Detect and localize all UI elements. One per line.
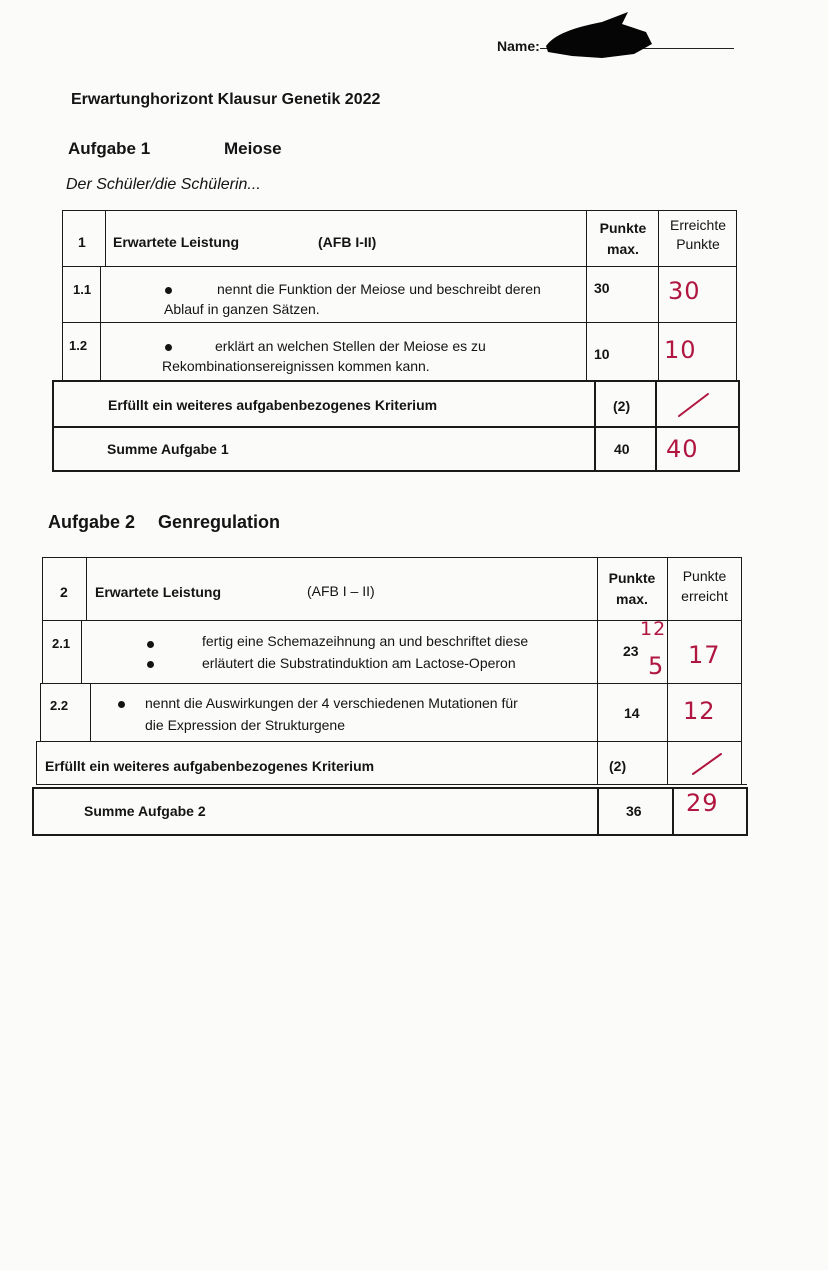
table-1-header-max [588, 219, 658, 259]
bullet-icon [165, 287, 172, 294]
row-2-2-text-1: nennt die Auswirkungen der 4 verschiedenen Mutationen für [145, 695, 518, 711]
table-2-header-max [598, 569, 666, 609]
table-1-header-afb: (AFB I-II) [318, 234, 377, 250]
table-2-extra-slash-mark [690, 750, 724, 778]
task-1-label: Aufgabe 1 [68, 139, 151, 158]
bullet-icon [165, 344, 172, 351]
table-2-extra-text: Erfüllt ein weiteres aufgabenbezogenes Kriterium [45, 758, 375, 774]
row-1-1-max: 30 [594, 280, 610, 296]
row-1-2-max: 10 [594, 346, 610, 362]
table-2-header-leistung: Erwartete Leistung [95, 584, 222, 600]
table-1-sum-text: Summe Aufgabe 1 [107, 441, 229, 457]
header-max-line-2: max. [607, 241, 639, 257]
row-2-1-max: 23 [623, 643, 639, 659]
table-1-sum-max: 40 [614, 441, 630, 457]
table-2-header-afb: (AFB I – II) [307, 583, 375, 599]
redaction-mark [542, 12, 654, 60]
row-2-1-text-1: fertig eine Schemazeihnung an und beschriftet diese [202, 633, 529, 649]
row-2-1-note-top: 12 [640, 618, 667, 640]
row-1-1-text-2: Ablauf in ganzen Sätzen. [164, 301, 320, 317]
header-erreicht-line-2: erreicht [681, 588, 728, 604]
header-max-line-1: Punkte [599, 220, 647, 236]
table-1-header-erreicht [660, 216, 736, 254]
bullet-icon [118, 701, 125, 708]
row-2-1-note-bottom: 5 [648, 652, 665, 680]
row-2-1-id: 2.1 [52, 636, 71, 651]
header-erreicht-line-2: Punkte [676, 236, 720, 252]
row-2-1-text-2: erläutert die Substratinduktion am Lactose-Operon [202, 655, 516, 671]
row-1-1-id: 1.1 [73, 282, 92, 297]
table-1-header-leistung: Erwartete Leistung [113, 234, 240, 250]
table-1-extra-max: (2) [613, 398, 631, 414]
row-2-2-id: 2.2 [50, 698, 69, 713]
bullet-icon [147, 641, 154, 648]
bullet-icon [147, 661, 154, 668]
header-max-line-1: Punkte [608, 570, 656, 586]
row-1-2-id: 1.2 [69, 338, 88, 353]
header-erreicht-line-1: Punkte [682, 568, 727, 584]
header-max-line-2: max. [616, 591, 648, 607]
table-1-number: 1 [78, 234, 86, 250]
table-1-extra-text: Erfüllt ein weiteres aufgabenbezogenes Kriterium [108, 397, 438, 413]
task-2-label: Aufgabe 2 [48, 512, 136, 532]
row-2-2-max: 14 [624, 705, 640, 721]
row-1-1-achieved: 30 [668, 277, 701, 305]
table-2-number: 2 [60, 584, 68, 600]
table-1-extra-slash-mark [675, 390, 711, 420]
table-1-sum-achieved: 40 [666, 435, 699, 463]
row-2-2-achieved: 12 [683, 697, 716, 725]
table-2-sum-achieved: 29 [686, 789, 719, 817]
header-erreicht-line-1: Erreichte [669, 217, 727, 233]
row-1-2-achieved: 10 [664, 336, 697, 364]
row-2-2-text-2: die Expression der Strukturgene [145, 717, 345, 733]
task-subtitle: Der Schüler/die Schülerin... [66, 176, 261, 193]
table-2-sum-max: 36 [626, 803, 642, 819]
row-2-1-achieved: 17 [688, 641, 721, 669]
table-2-header-erreicht [668, 567, 741, 606]
task-2-topic: Genregulation [158, 512, 281, 532]
row-1-2-text-2: Rekombinationsereignissen kommen kann. [162, 358, 430, 374]
name-label: Name: [497, 38, 540, 54]
row-1-1-text-1: nennt die Funktion der Meiose und beschreibt deren [217, 281, 541, 297]
table-2-extra-max: (2) [609, 758, 627, 774]
table-2-sum-text: Summe Aufgabe 2 [84, 803, 206, 819]
row-1-2-text-1: erklärt an welchen Stellen der Meiose es zu [215, 338, 486, 354]
document-title: Erwartunghorizont Klausur Genetik 2022 [71, 91, 381, 108]
task-1-topic: Meiose [224, 139, 282, 158]
